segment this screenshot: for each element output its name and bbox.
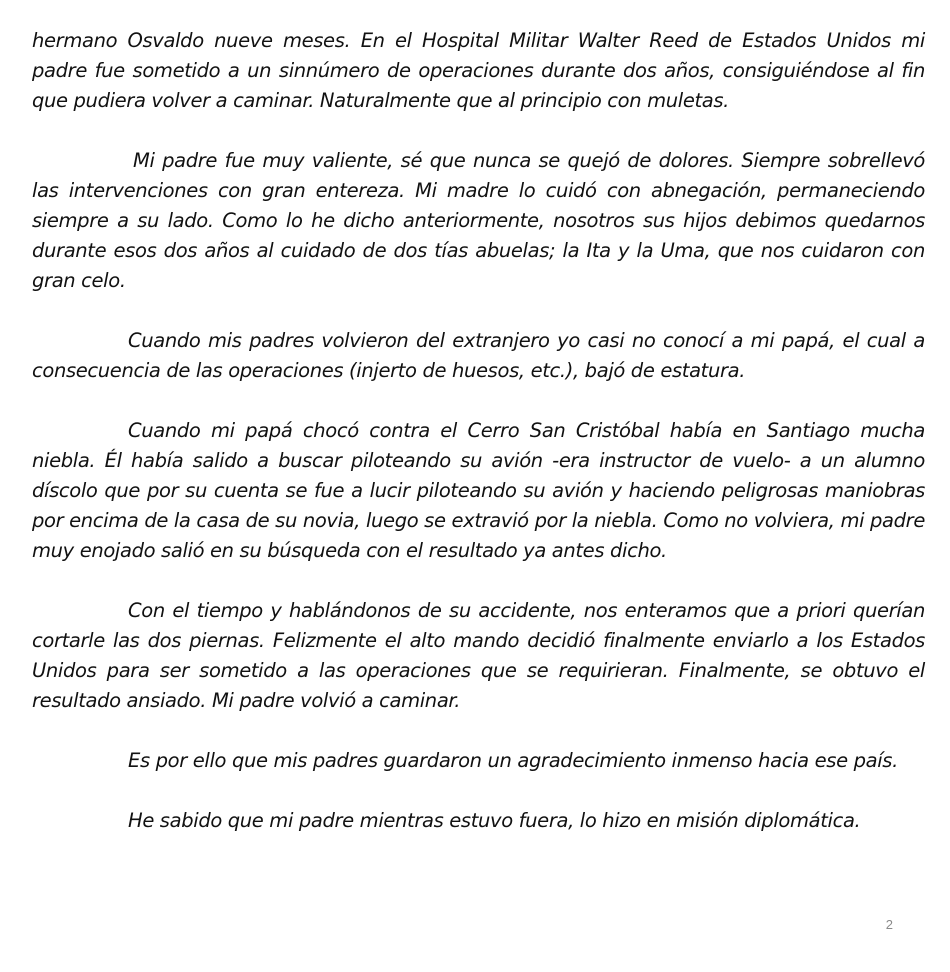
paragraph-continuation: hermano Osvaldo nueve meses. En el Hospital Militar Walter Reed de Estados Unidos mi padre fue sometido a un sinnúmero de operaciones durante dos años, consiguiéndose al fin que pudiera volver a caminar. Naturalmente que al principio con muletas. [32,29,925,112]
paragraph-father-courage: Mi padre fue muy valiente, sé que nunca se quejó de dolores. Siempre sobrellevó las intervenciones con gran entereza. Mi madre lo cuidó con abnegación, permaneciendo siempre a su lado. Como lo he dicho anteriormente, nosotros sus hijos debimos quedarnos durante esos dos años al cuidado de dos tías abuelas; la Ita y la Uma, que nos cuidaron con gran celo. [32,149,925,292]
paragraph-accident: Cuando mi papá chocó contra el Cerro San Cristóbal había en Santiago mucha niebla. Él había salido a buscar piloteando su avión -era instructor de vuelo- a un alumno díscolo que por su cuenta se fue a lucir piloteando su avión y haciendo peligrosas maniobras por encima de la casa de su novia, luego se extravió por la niebla. Como no volviera, mi padre muy enojado salió en su búsqueda con el resultado ya antes dicho. [32,419,925,562]
paragraph-diplomatic-mission: He sabido que mi padre mientras estuvo fuera, lo hizo en misión diplomática. [128,809,861,832]
document-page [32,26,925,836]
paragraph-legs-surgery: Con el tiempo y hablándonos de su accidente, nos enteramos que a priori querían cortarle las dos piernas. Felizmente el alto mando decidió finalmente enviarlo a los Estados Unidos para ser sometido a las operaciones que se requirieran. Finalmente, se obtuvo el resultado ansiado. Mi padre volvió a caminar. [32,599,925,712]
page-number: 2 [885,917,893,932]
paragraph-gratitude: Es por ello que mis padres guardaron un agradecimiento inmenso hacia ese país. [128,749,898,772]
paragraph-parents-return: Cuando mis padres volvieron del extranjero yo casi no conocí a mi papá, el cual a consecuencia de las operaciones (injerto de huesos, etc.), bajó de estatura. [32,329,925,382]
